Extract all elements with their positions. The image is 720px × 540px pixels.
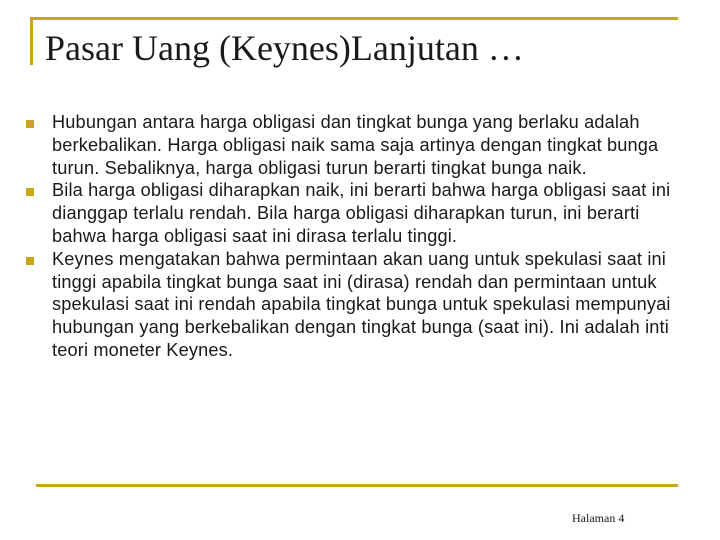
bullet-text: Bila harga obligasi diharapkan naik, ini berarti bahwa harga obligasi saat ini dianggap terlalu rendah. Bila harga obligasi diharapkan turun, ini berarti bahwa harga obligasi saat ini dirasa terlalu tinggi. — [52, 180, 671, 246]
bullet-item — [26, 248, 676, 362]
square-bullet-icon — [26, 188, 34, 196]
bullet-text: Hubungan antara harga obligasi dan tingkat bunga yang berlaku adalah berkebalikan. Harga obligasi naik sama saja artinya dengan tingkat bunga turun. Sebaliknya, harga obligasi turun berarti tingkat bunga naik. — [52, 112, 659, 178]
square-bullet-icon — [26, 120, 34, 128]
title-left-rule — [30, 17, 33, 65]
footer-rule — [36, 484, 678, 487]
slide-title: Pasar Uang (Keynes)Lanjutan … — [45, 28, 524, 68]
bullet-item — [26, 111, 676, 179]
title-top-rule — [30, 17, 678, 20]
bullet-list — [26, 111, 676, 362]
square-bullet-icon — [26, 257, 34, 265]
bullet-text: Keynes mengatakan bahwa permintaan akan uang untuk spekulasi saat ini tinggi apabila tingkat bunga saat ini (dirasa) rendah dan permintaan untuk spekulasi saat ini rendah apabila tingkat bunga untuk spekulasi mempunyai hubungan yang berkebalikan dengan tingkat bunga (saat ini). Ini adalah inti teori moneter Keynes. — [52, 248, 671, 360]
bullet-item — [26, 179, 676, 247]
page-number: Halaman 4 — [572, 511, 625, 525]
